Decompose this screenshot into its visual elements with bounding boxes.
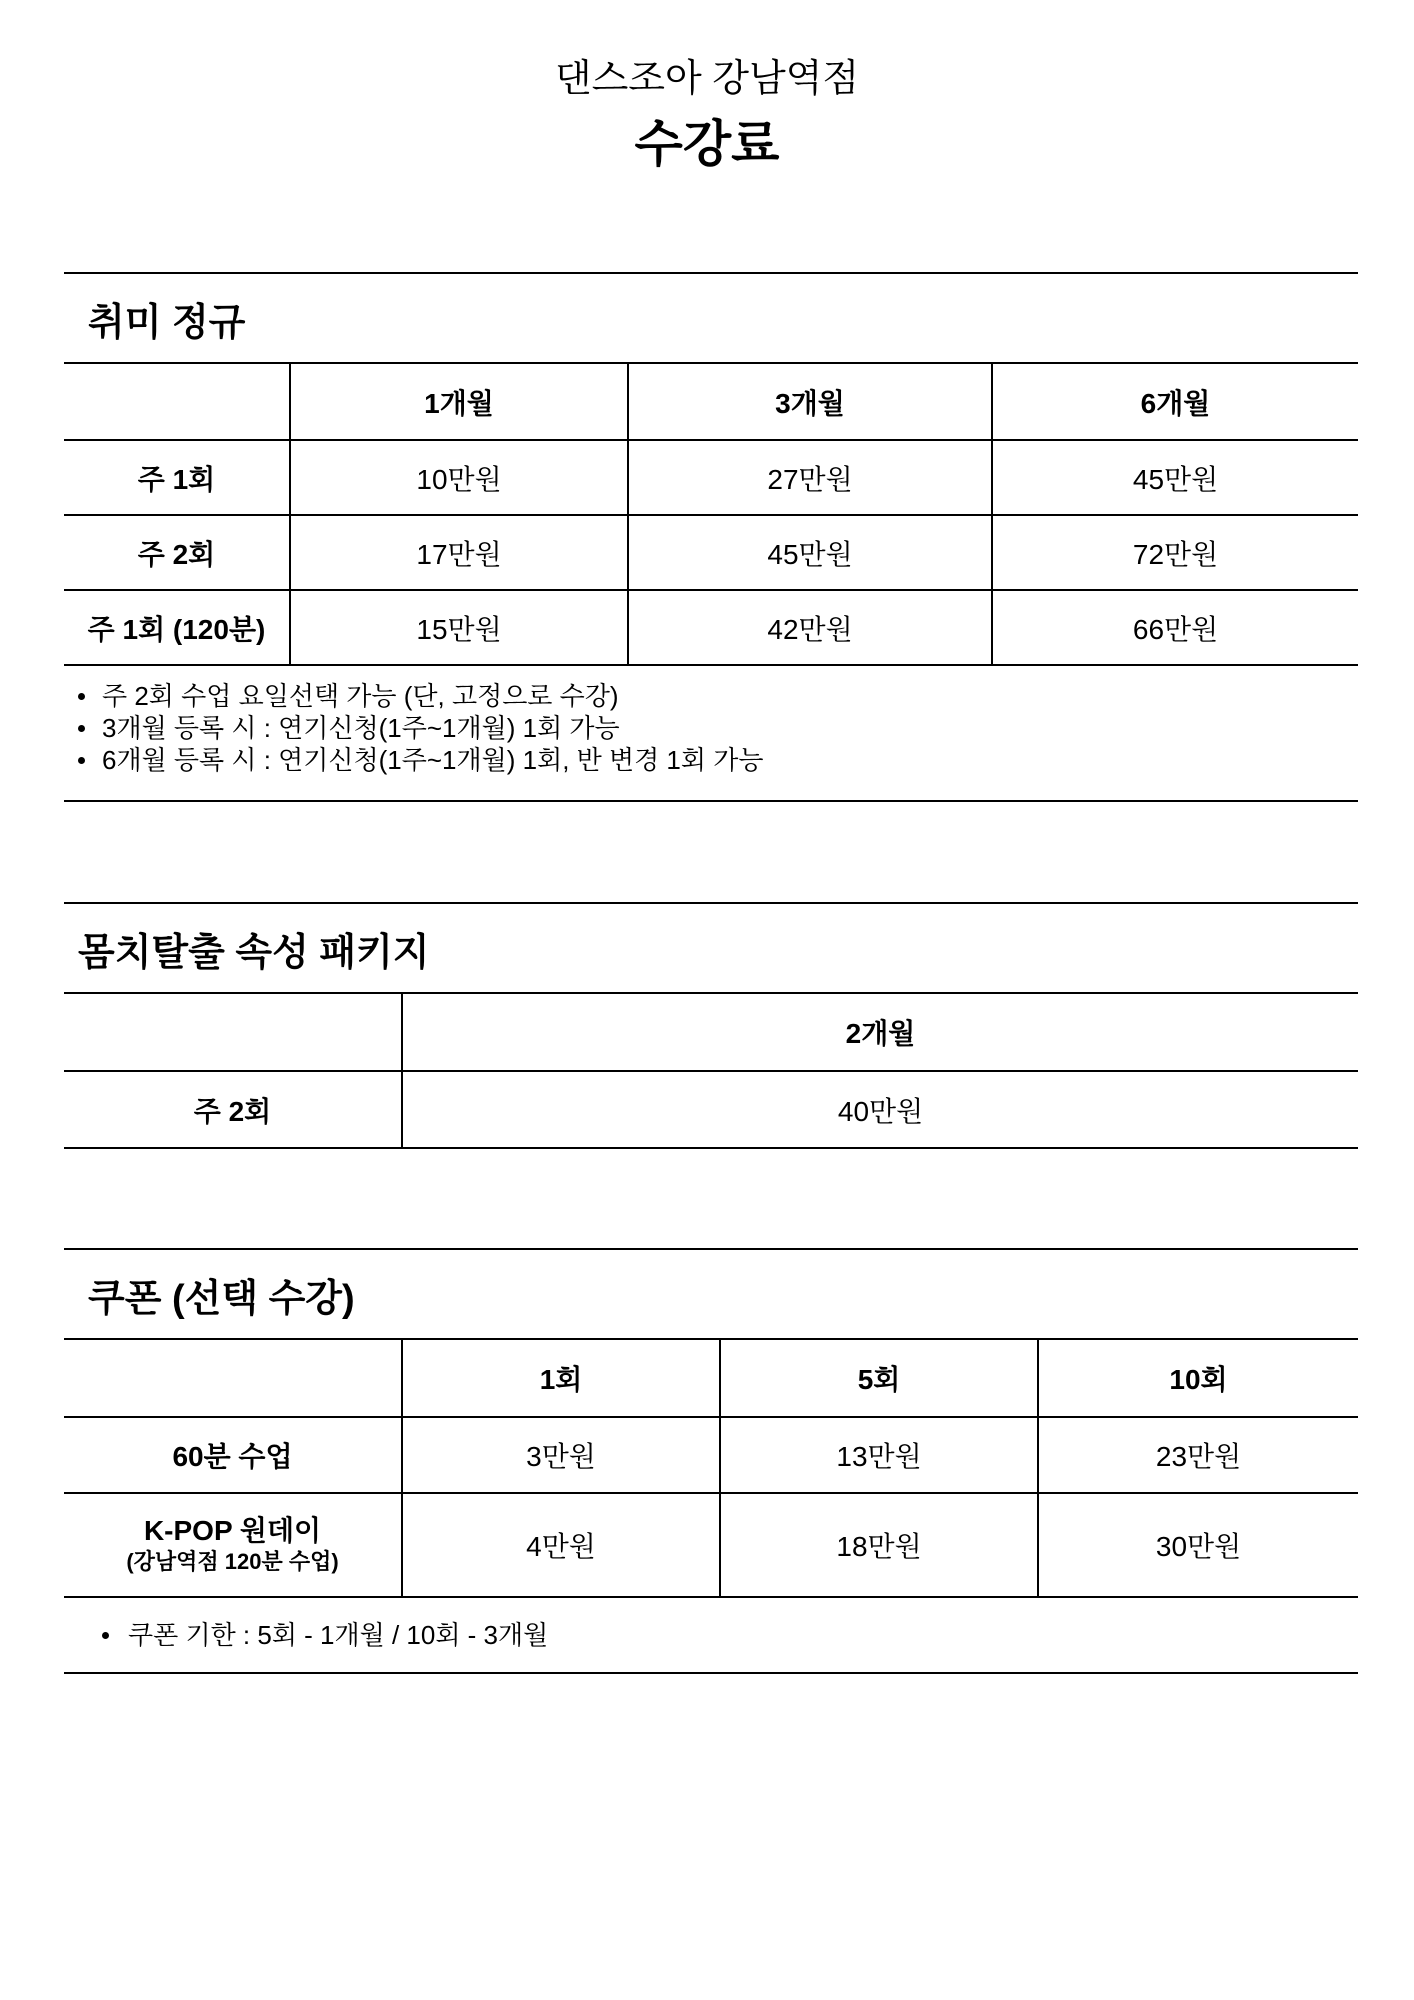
- column-header: 6개월: [992, 364, 1358, 440]
- corner-cell: [64, 994, 402, 1071]
- column-header: 5회: [720, 1340, 1038, 1417]
- row-header: 주 2회: [64, 515, 290, 590]
- page-header: [0, 52, 1414, 176]
- row-header: [64, 1493, 402, 1597]
- price-cell: 3만원: [402, 1417, 720, 1493]
- price-cell: 72만원: [992, 515, 1358, 590]
- row-header-label: K-POP 원데이: [143, 1515, 322, 1546]
- price-cell: 15만원: [290, 590, 628, 665]
- price-cell: 45만원: [992, 440, 1358, 515]
- table-row: [64, 1071, 1358, 1148]
- column-header: 3개월: [628, 364, 992, 440]
- row-header: 주 1회: [64, 440, 290, 515]
- studio-name: 댄스조아 강남역점: [554, 58, 860, 100]
- row-header: 주 1회 (120분): [64, 590, 290, 665]
- note-item: 주 2회 수업 요일선택 가능 (단, 고정으로 수강): [64, 680, 1358, 712]
- price-cell: 66만원: [992, 590, 1358, 665]
- table-row: [64, 590, 1358, 665]
- note-item: 6개월 등록 시 : 연기신청(1주~1개월) 1회, 반 변경 1회 가능: [64, 744, 1358, 776]
- row-header: 주 2회: [64, 1071, 402, 1148]
- price-cell: 18만원: [720, 1493, 1038, 1597]
- price-cell: 17만원: [290, 515, 628, 590]
- price-cell: 4만원: [402, 1493, 720, 1597]
- row-header-sublabel: (강남역점 120분 수업): [126, 1549, 339, 1574]
- table-header-row: [64, 1340, 1358, 1417]
- table-row: [64, 515, 1358, 590]
- package-section-title: 몸치탈출 속성 패키지: [64, 902, 1358, 994]
- column-header: 1개월: [290, 364, 628, 440]
- column-header: 2개월: [402, 994, 1358, 1071]
- price-cell: 27만원: [628, 440, 992, 515]
- coupon-notes: [64, 1598, 1358, 1674]
- note-item: 쿠폰 기한 : 5회 - 1개월 / 10회 - 3개월: [64, 1619, 548, 1651]
- package-section: [64, 902, 1358, 1149]
- price-cell: 45만원: [628, 515, 992, 590]
- column-header: 1회: [402, 1340, 720, 1417]
- table-header-row: [64, 364, 1358, 440]
- note-item: 3개월 등록 시 : 연기신청(1주~1개월) 1회 가능: [64, 712, 1358, 744]
- table-header-row: [64, 994, 1358, 1071]
- corner-cell: [64, 1340, 402, 1417]
- coupon-section-title: 쿠폰 (선택 수강): [64, 1248, 1358, 1340]
- page-title: 수강료: [634, 116, 780, 172]
- hobby-section-title: 취미 정규: [64, 272, 1358, 364]
- table-row: [64, 1417, 1358, 1493]
- corner-cell: [64, 364, 290, 440]
- column-header: 10회: [1038, 1340, 1358, 1417]
- hobby-section: [64, 272, 1358, 802]
- table-row: [64, 440, 1358, 515]
- coupon-price-table: [64, 1340, 1358, 1598]
- price-cell: 30만원: [1038, 1493, 1358, 1597]
- row-header: 60분 수업: [64, 1417, 402, 1493]
- hobby-notes: [64, 666, 1358, 802]
- price-cell: 23만원: [1038, 1417, 1358, 1493]
- price-cell: 13만원: [720, 1417, 1038, 1493]
- price-cell: 42만원: [628, 590, 992, 665]
- package-price-table: [64, 994, 1358, 1149]
- table-row: [64, 1493, 1358, 1597]
- coupon-section: [64, 1248, 1358, 1674]
- hobby-price-table: [64, 364, 1358, 666]
- price-cell: 10만원: [290, 440, 628, 515]
- price-cell: 40만원: [402, 1071, 1358, 1148]
